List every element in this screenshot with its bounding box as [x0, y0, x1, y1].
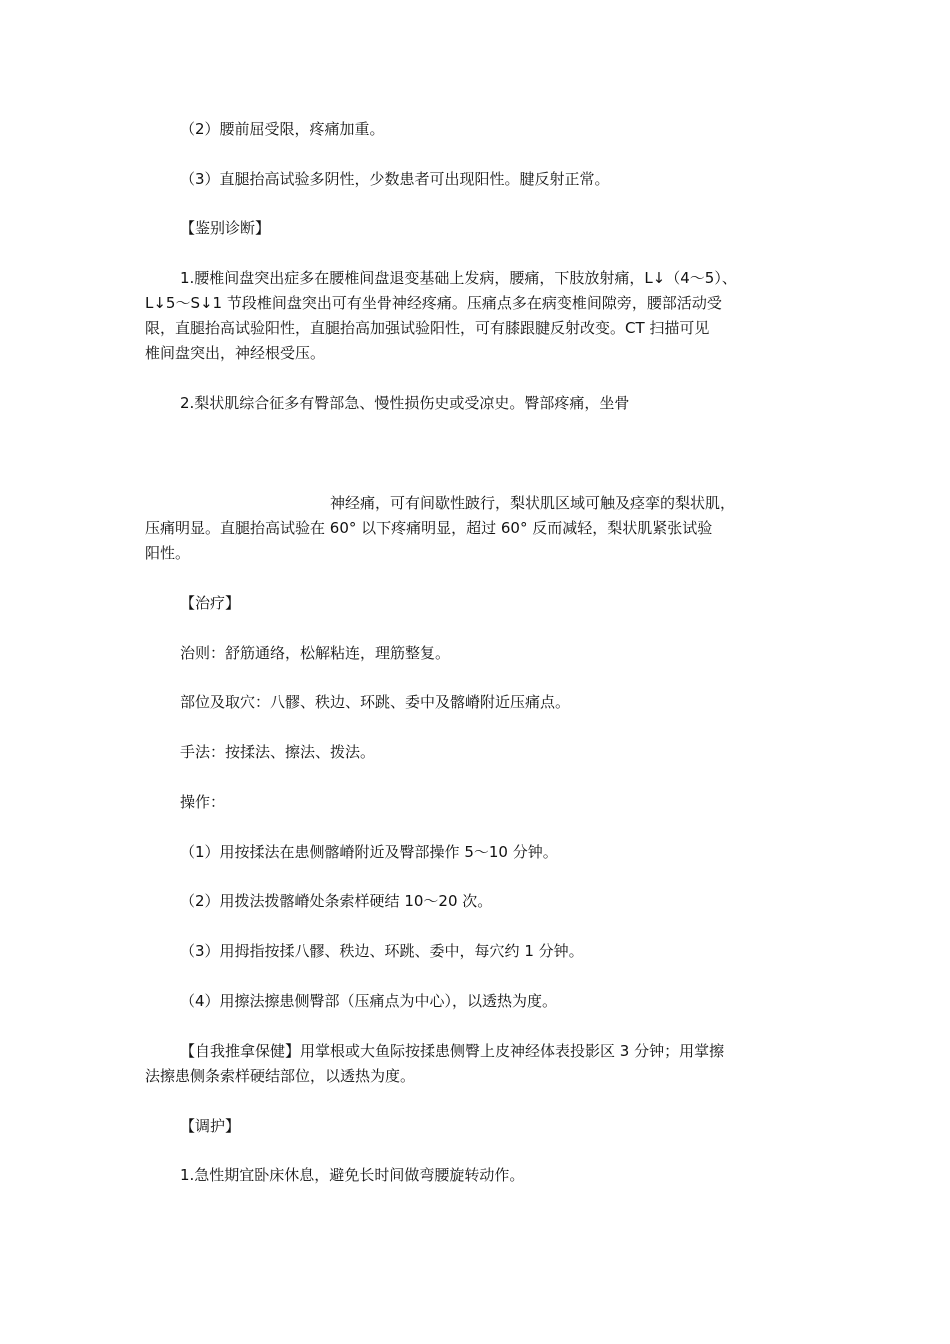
- text-line: 1.急性期宜卧床休息，避免长时间做弯腰旋转动作。: [180, 1166, 525, 1184]
- text-line: （4）用擦法擦患侧臀部（压痛点为中心），以透热为度。: [180, 992, 558, 1010]
- text-line: 法擦患侧条索样硬结部位，以透热为度。: [145, 1067, 416, 1085]
- text-line: （2）用拨法拨髂嵴处条索样硬结 10～20 次。: [180, 892, 493, 910]
- text-line: 神经痛，可有间歇性跛行，梨状肌区域可触及痉挛的梨状肌，: [330, 494, 736, 512]
- text-line: 部位及取穴：八髎、秩边、环跳、委中及髂嵴附近压痛点。: [180, 693, 571, 711]
- section-heading-care: 【调护】: [180, 1117, 241, 1135]
- text-line: 【自我推拿保健】用掌根或大鱼际按揉患侧臀上皮神经体表投影区 3 分钟；用掌擦: [180, 1042, 725, 1060]
- text-line: 治则：舒筋通络，松解粘连，理筋整复。: [180, 644, 451, 662]
- text-line: （2）腰前屈受限，疼痛加重。: [180, 120, 385, 138]
- text-line: （3）用拇指按揉八髎、秩边、环跳、委中，每穴约 1 分钟。: [180, 942, 584, 960]
- section-heading-treatment: 【治疗】: [180, 594, 241, 612]
- text-line: L↓5～S↓1 节段椎间盘突出可有坐骨神经疼痛。压痛点多在病变椎间隙旁，腰部活动受: [145, 294, 722, 312]
- text-line: 压痛明显。直腿抬高试验在 60° 以下疼痛明显，超过 60° 反而减轻，梨状肌紧张试验: [145, 519, 713, 537]
- text-line: 阳性。: [145, 544, 191, 562]
- section-heading-differential-diagnosis: 【鉴别诊断】: [180, 219, 271, 237]
- text-line: 手法：按揉法、擦法、拨法。: [180, 743, 376, 761]
- text-line: （3）直腿抬高试验多阴性，少数患者可出现阳性。腱反射正常。: [180, 170, 610, 188]
- text-line: 2.梨状肌综合征多有臀部急、慢性损伤史或受凉史。臀部疼痛，坐骨: [180, 394, 630, 412]
- text-line: 1.腰椎间盘突出症多在腰椎间盘退变基础上发病，腰痛，下肢放射痛，L↓（4～5）、: [180, 269, 737, 287]
- text-line: 限，直腿抬高试验阳性，直腿抬高加强试验阳性，可有膝跟腱反射改变。CT 扫描可见: [145, 319, 710, 337]
- text-line: 椎间盘突出，神经根受压。: [145, 344, 326, 362]
- text-line: （1）用按揉法在患侧髂嵴附近及臀部操作 5～10 分钟。: [180, 843, 558, 861]
- text-line: 操作：: [180, 793, 226, 811]
